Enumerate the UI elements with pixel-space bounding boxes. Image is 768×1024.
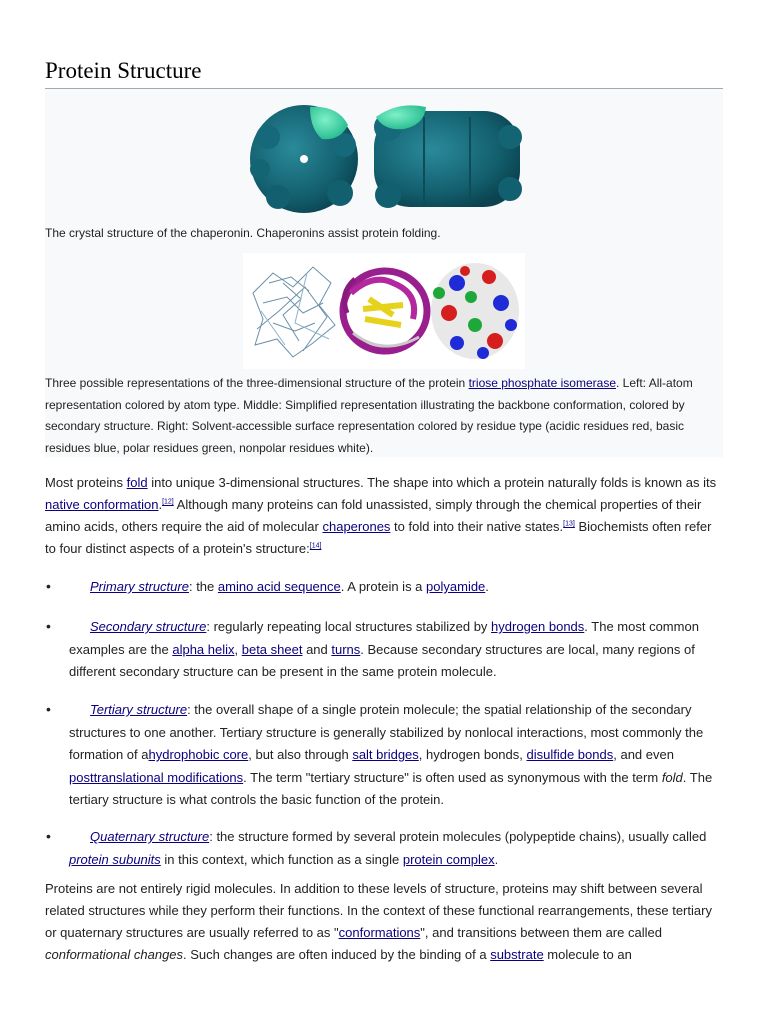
chaperonin-side-view — [374, 105, 522, 208]
figure1-caption: The crystal structure of the chaperonin. Chaperonins assist protein folding. — [45, 226, 441, 240]
link-turns[interactable]: turns — [331, 641, 361, 657]
link-primary-structure[interactable]: Primary structure — [90, 579, 189, 594]
intro-text: Biochemists often refer to four distinct aspects of a protein's structure: — [45, 519, 712, 556]
list-text: : the structure formed by several protein molecules (polypeptide chains), usually called — [209, 829, 707, 844]
link-secondary-structure[interactable]: Secondary structure — [90, 619, 207, 634]
link-native-conformation[interactable]: native conformation — [45, 497, 159, 512]
list-text: : the — [188, 579, 218, 594]
list-text: . — [485, 579, 489, 594]
link-substrate[interactable]: substrate — [490, 947, 544, 962]
link-posttranslational-modifications[interactable]: posttranslational modifications — [69, 769, 244, 785]
link-hydrogen-bonds[interactable]: hydrogen bonds — [491, 619, 585, 634]
intro-text: into unique 3-dimensional structures. The shape into which a protein naturally folds is known as its — [147, 475, 717, 490]
page-title: Protein Structure — [45, 58, 202, 83]
intro-paragraph: Most proteins fold into unique 3-dimensional structures. The shape into which a protein naturally folds is known as its native conformation.[12] Although many proteins can fold unassisted, simply through the chemical properties of their amino acids, others require the aid of molecular chaperones to fold into their native states.[13] Biochemists often refer to four distinct aspects of a protein's structure:[14] — [45, 475, 717, 556]
triose-phosphate-isomerase-image — [243, 253, 525, 369]
chaperonin-top-view — [250, 105, 358, 213]
list-item-primary — [69, 576, 719, 599]
link-disulfide-bonds[interactable]: disulfide bonds — [526, 747, 614, 762]
list-text: , — [234, 641, 242, 657]
link-alpha-helix[interactable]: alpha helix — [172, 641, 235, 657]
list-text: : the overall shape of a single protein molecule; the spatial relationship of the secondary structures to one another. Tertiary structure is generally stabilized by nonlocal interactions, most commonly the formation of a — [69, 702, 704, 762]
intro-text: Most proteins — [45, 475, 127, 490]
link-chaperones[interactable]: chaperones — [322, 519, 391, 534]
intro-text: to fold into their native states. — [390, 519, 564, 534]
link-conformations[interactable]: conformations — [338, 925, 421, 940]
link-protein-subunits[interactable]: protein subunits — [69, 851, 161, 867]
paragraph-text: molecule to an — [543, 947, 632, 962]
list-text: . The term "tertiary structure" is often used as synonymous with the term — [243, 769, 662, 785]
link-polyamide[interactable]: polyamide — [426, 579, 486, 594]
backbone-representation — [343, 271, 427, 351]
list-bullet: • — [46, 578, 51, 594]
paragraph-text: ", and transitions between them are called — [420, 925, 662, 940]
surface-representation — [431, 263, 519, 359]
paragraph-text: Proteins are not entirely rigid molecules. In addition to these levels of structure, proteins may shift between several related structures while they perform their functions. In the context of these functional rearrangements, these tertiary or quaternary structures are usually referred to as " — [45, 881, 712, 940]
list-text: : regularly repeating local structures stabilized by — [206, 619, 492, 634]
chaperonin-image — [248, 97, 524, 217]
link-quaternary-structure[interactable]: Quaternary structure — [90, 829, 210, 844]
list-bullet: • — [46, 701, 51, 717]
intro-text: Although many proteins can fold unassisted, simply through the chemical properties of their amino acids, others require the aid of molecular — [45, 497, 702, 534]
list-text: and — [302, 641, 332, 657]
list-item-quaternary — [69, 826, 719, 871]
list-bullet: • — [46, 828, 51, 844]
link-amino-acid-sequence[interactable]: amino acid sequence — [217, 579, 341, 594]
list-text: . The tertiary structure is what controls the basic function of the protein. — [69, 769, 713, 807]
link-hydrophobic-core[interactable]: hydrophobic core — [148, 747, 249, 762]
list-bullet: • — [46, 618, 51, 634]
link-tertiary-structure[interactable]: Tertiary structure — [90, 702, 188, 717]
term-conformational-changes: conformational changes — [45, 947, 184, 962]
list-text: . — [494, 851, 499, 867]
list-text: . Because secondary structures are local, many regions of different secondary structure can be present in the same protein molecule. — [69, 641, 695, 679]
link-protein-complex[interactable]: protein complex — [402, 851, 495, 867]
list-text: . The most common examples are the — [69, 619, 699, 657]
link-beta-sheet[interactable]: beta sheet — [241, 641, 303, 657]
list-item-tertiary — [69, 699, 719, 812]
list-text: , but also through — [248, 747, 353, 762]
citation-14[interactable]: [14] — [309, 542, 322, 550]
list-text: . A protein is a — [340, 579, 427, 594]
paragraph-text: . Such changes are often induced by the binding of a — [183, 947, 491, 962]
figure2-caption — [45, 373, 725, 459]
list-text: in this context, which function as a single — [160, 851, 403, 867]
figure2-caption-text-rest: . Left: All-atom representation colored by atom type. Middle: Simplified representation illustrating the backbone conformation, colored by secondary structure. Right: Solvent-accessible surface representation colored by residue type (acidic residues red, basic residues blue, polar residues green, nonpolar residues white). — [45, 376, 693, 455]
link-salt-bridges[interactable]: salt bridges — [352, 747, 419, 762]
list-text: , hydrogen bonds, — [418, 747, 527, 762]
conformations-paragraph — [45, 878, 725, 966]
citation-13[interactable]: [13] — [563, 520, 575, 528]
figure2-caption-text: Three possible representations of the three-dimensional structure of the protein — [45, 376, 469, 390]
list-item-secondary — [69, 616, 719, 684]
all-atom-representation — [253, 267, 335, 357]
link-triose-phosphate-isomerase[interactable]: triose phosphate isomerase — [468, 376, 616, 390]
list-text: , and even — [613, 747, 674, 762]
term-fold: fold — [661, 769, 683, 785]
link-fold[interactable]: fold — [126, 475, 148, 490]
citation-12[interactable]: [12] — [162, 498, 174, 506]
